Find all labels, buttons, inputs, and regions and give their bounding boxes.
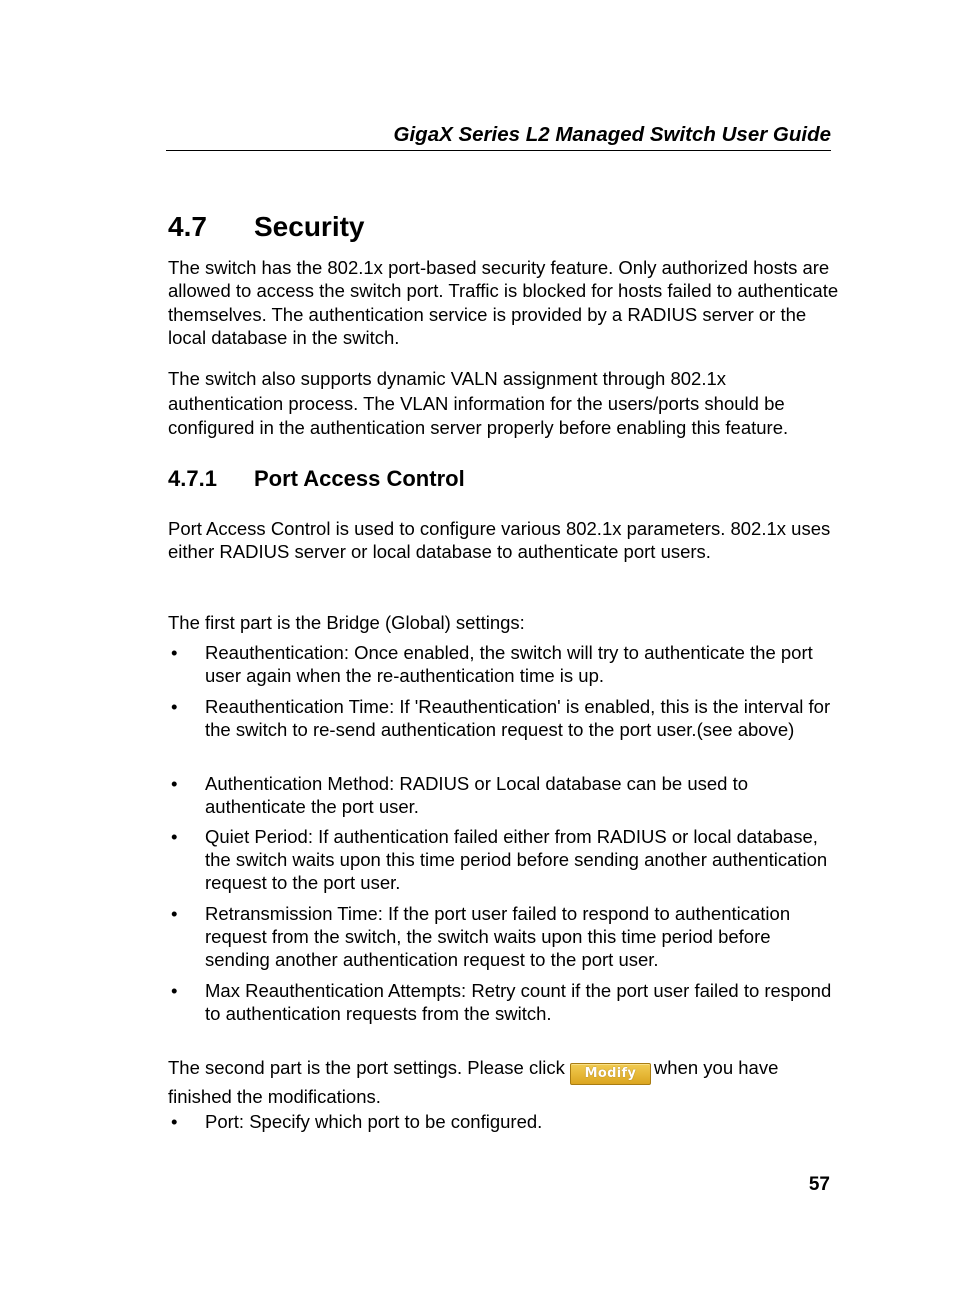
bridge-list-item-retransmission-time xyxy=(168,902,840,972)
section-paragraph-1: The switch has the 802.1x port-based security feature. Only authorized hosts are allowed to access the switch port. Traffic is blocked for hosts failed to authenticate themselves. The authentication service is provided by a RADIUS server or the local database in the switch. xyxy=(168,257,839,348)
bridge-settings-intro: The first part is the Bridge (Global) settings: xyxy=(168,612,525,633)
bullet: • xyxy=(171,980,178,1001)
bridge-list-item-reauthentication-time xyxy=(168,695,840,741)
section-paragraph-2: The switch also supports dynamic VALN assignment through 802.1x authentication process. The VLAN information for the users/ports should be configured in the authentication server properly before enabling this feature. xyxy=(168,368,789,438)
list-item-text: Authentication Method: RADIUS or Local database can be used to authenticate the port user. xyxy=(205,773,749,818)
list-item-text: Reauthentication: Once enabled, the switch will try to authenticate the port user again when the re-authentication time is up. xyxy=(205,642,813,687)
list-item-text: Reauthentication Time: If 'Reauthentication' is enabled, this is the interval for the switch to re-send authentication request to the port user.(see above) xyxy=(205,696,831,741)
page-number: 57 xyxy=(808,1174,830,1195)
bullet: • xyxy=(171,903,178,924)
list-item-text: Max Reauthentication Attempts: Retry count if the port user failed to respond to authentication requests from the switch. xyxy=(205,980,832,1025)
list-item-text: Retransmission Time: If the port user failed to respond to authentication request from the switch, the switch waits upon this time period before sending another authentication request to the port user. xyxy=(205,903,791,971)
bridge-list-item-authentication-method xyxy=(168,772,840,818)
bullet: • xyxy=(171,1111,178,1132)
document-title: GigaX Series L2 Managed Switch User Guide xyxy=(393,123,831,146)
list-item-text: Port: Specify which port to be configured. xyxy=(205,1111,543,1132)
bullet: • xyxy=(171,642,178,663)
bridge-list-item-max-reauthentication-attempts xyxy=(168,979,840,1025)
subsection-heading xyxy=(168,465,465,493)
bullet: • xyxy=(171,696,178,717)
list-item-text: Quiet Period: If authentication failed either from RADIUS or local database, the switch waits upon this time period before sending another authentication request to the port user. xyxy=(205,826,828,894)
bridge-list-item-quiet-period xyxy=(168,825,840,895)
port-list-item-port xyxy=(168,1110,840,1133)
subsection-number: 4.7.1 xyxy=(168,466,217,491)
subsection-title: Port Access Control xyxy=(254,466,465,491)
port-settings-intro xyxy=(168,1056,840,1108)
section-title: Security xyxy=(254,211,365,242)
section-number: 4.7 xyxy=(168,211,207,242)
bullet: • xyxy=(171,826,178,847)
port-intro-after: when you have finished the modifications. xyxy=(168,1057,779,1107)
subsection-intro: Port Access Control is used to configure various 802.1x parameters. 802.1x uses either RADIUS server or local database to authenticate port users. xyxy=(168,518,831,563)
running-header xyxy=(166,121,831,151)
section-heading xyxy=(168,209,365,245)
port-intro-before: The second part is the port settings. Please click xyxy=(168,1057,565,1078)
modify-button: Modify xyxy=(570,1063,651,1085)
bullet: • xyxy=(171,773,178,794)
bridge-list-item-reauthentication xyxy=(168,641,840,687)
